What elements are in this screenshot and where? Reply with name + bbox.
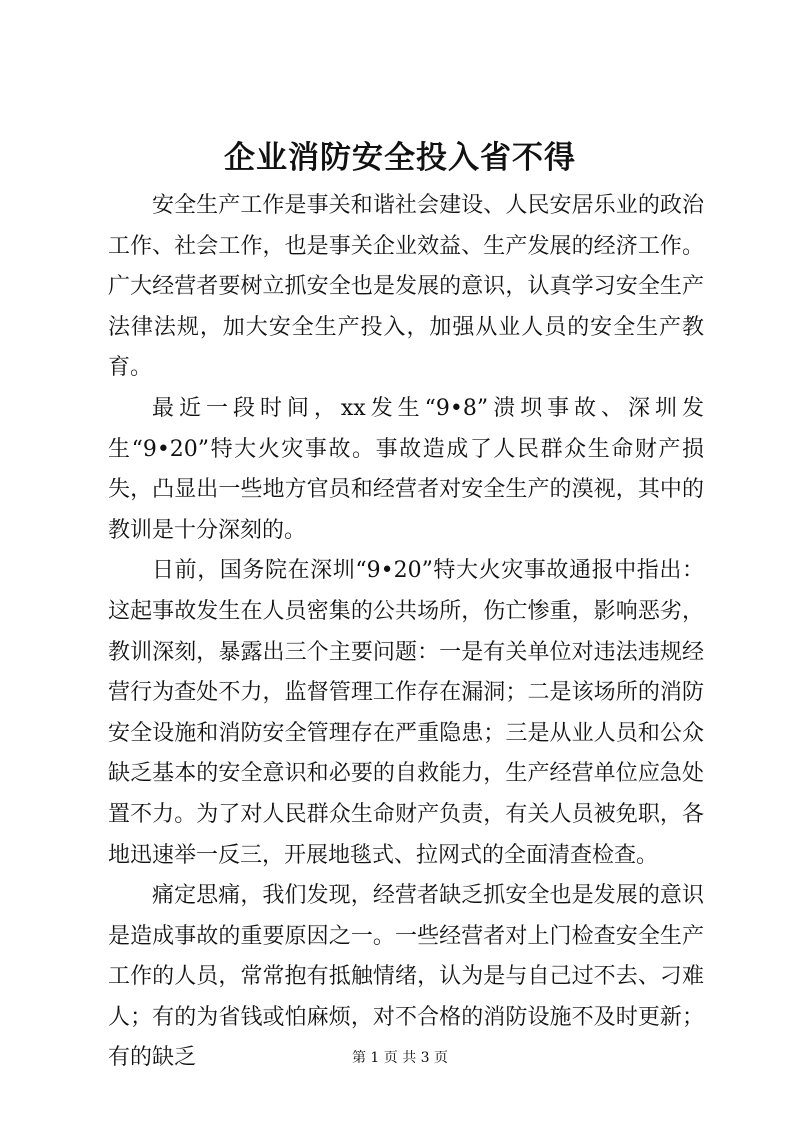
paragraph-4: 痛定思痛，我们发现，经营者缺乏抓安全也是发展的意识是造成事故的重要原因之一。一些经营者对上门检查安全生产工作的人员，常常抱有抵触情绪，认为是与自己过不去、刁难人；有的为省钱或怕麻烦，对不合格的消防设施不及时更新；有的缺乏 [108, 883, 704, 1071]
paragraph-3: 日前，国务院在深圳“9•20”特大火灾事故通报中指出：这起事故发生在人员密集的公共场所，伤亡惨重，影响恶劣，教训深刻，暴露出三个主要问题：一是有关单位对违法违规经营行为查处不力，监督管理工作存在漏洞；二是该场所的消防安全设施和消防安全管理存在严重隐患；三是从业人员和公众缺乏基本的安全意识和必要的自救能力，生产经营单位应急处置不力。为了对人民群众生命财产负责，有关人员被免职，各地迅速举一反三，开展地毯式、拉网式的全面清查检查。 [108, 558, 704, 868]
paragraph-2: 最近一段时间，xx发生“9•8”溃坝事故、深圳发生“9•20”特大火灾事故。事故造成了人民群众生命财产损失，凸显出一些地方官员和经营者对安全生产的漠视，其中的教训是十分深刻的。 [108, 395, 704, 543]
document-title: 企业消防安全投入省不得 [224, 140, 576, 176]
page-footer: 第 1 页 共 3 页 [351, 1050, 449, 1066]
document-body [108, 186, 704, 1079]
paragraph-1: 安全生产工作是事关和谐社会建设、人民安居乐业的政治工作、社会工作，也是事关企业效益、生产发展的经济工作。广大经营者要树立抓安全也是发展的意识，认真学习安全生产法律法规，加大安全生产投入，加强从业人员的安全生产教育。 [108, 193, 704, 381]
